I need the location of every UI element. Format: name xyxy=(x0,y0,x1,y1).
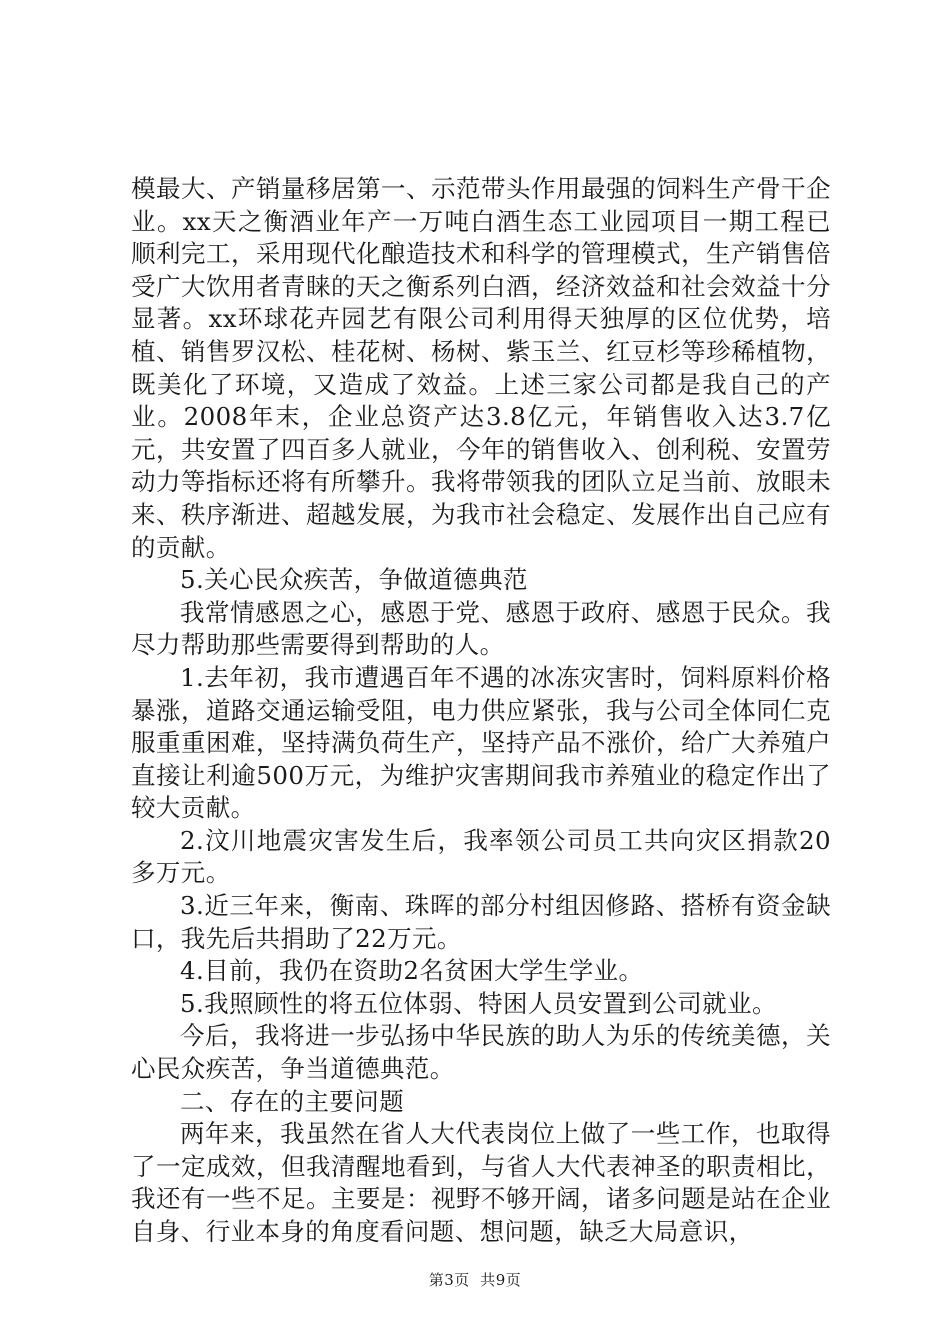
paragraph-2-heading: 5.关心民众疾苦，争做道德典范 xyxy=(180,565,528,595)
page-footer xyxy=(0,1270,950,1290)
paragraph-11: 两年来，我虽然在省人大代表岗位上做了一些工作，也取得了一定成效，但我清醒地看到，与省人大代表神圣的职责相比，我还有一些不足。主要是：视野不够开阔，诸多问题是站在企业自身、行业本身的角度看问题、想问题，缺乏大局意识， xyxy=(131,1119,831,1246)
paragraph-8-item-5: 5.我照顾性的将五位体弱、特困人员安置到公司就业。 xyxy=(180,988,777,1018)
paragraph-3: 我常情感恩之心，感恩于党、感恩于政府、感恩于民众。我尽力帮助那些需要得到帮助的人。 xyxy=(131,597,831,660)
paragraph-10-heading: 二、存在的主要问题 xyxy=(180,1086,405,1116)
document-body xyxy=(131,173,831,1249)
paragraph-5-item-2: 2.汶川地震灾害发生后，我率领公司员工共向灾区捐款20多万元。 xyxy=(131,825,831,888)
paragraph-9: 今后，我将进一步弘扬中华民族的助人为乐的传统美德，关心民众疾苦，争当道德典范。 xyxy=(131,1021,831,1084)
paragraph-1: 模最大、产销量移居第一、示范带头作用最强的饲料生产骨干企业。xx天之衡酒业年产一万吨白酒生态工业园项目一期工程已顺利完工，采用现代化酿造技术和科学的管理模式，生产销售倍受广大饮用者青睐的天之衡系列白酒，经济效益和社会效益十分显著。xx环球花卉园艺有限公司利用得天独厚的区位优势，培植、销售罗汉松、桂花树、杨树、紫玉兰、红豆杉等珍稀植物，既美化了环境，又造成了效益。上述三家公司都是我自己的产业。2008年末，企业总资产达3.8亿元，年销售收入达3.7亿元，共安置了四百多人就业，今年的销售收入、创利税、安置劳动力等指标还将有所攀升。我将带领我的团队立足当前、放眼未来、秩序渐进、超越发展，为我市社会稳定、发展作出自己应有的贡献。 xyxy=(131,174,831,562)
page-number-label: 第3页 共9页 xyxy=(428,1271,522,1289)
paragraph-7-item-4: 4.目前，我仍在资助2名贫困大学生学业。 xyxy=(180,956,644,986)
paragraph-4-item-1: 1.去年初，我市遭遇百年不遇的冰冻灾害时，饲料原料价格暴涨，道路交通运输受阻，电力供应紧张，我与公司全体同仁克服重重困难，坚持满负荷生产，坚持产品不涨价，给广大养殖户直接让利逾500万元，为维护灾害期间我市养殖业的稳定作出了较大贡献。 xyxy=(131,662,831,823)
paragraph-6-item-3: 3.近三年来，衡南、珠晖的部分村组因修路、搭桥有资金缺口，我先后共捐助了22万元。 xyxy=(131,891,831,953)
